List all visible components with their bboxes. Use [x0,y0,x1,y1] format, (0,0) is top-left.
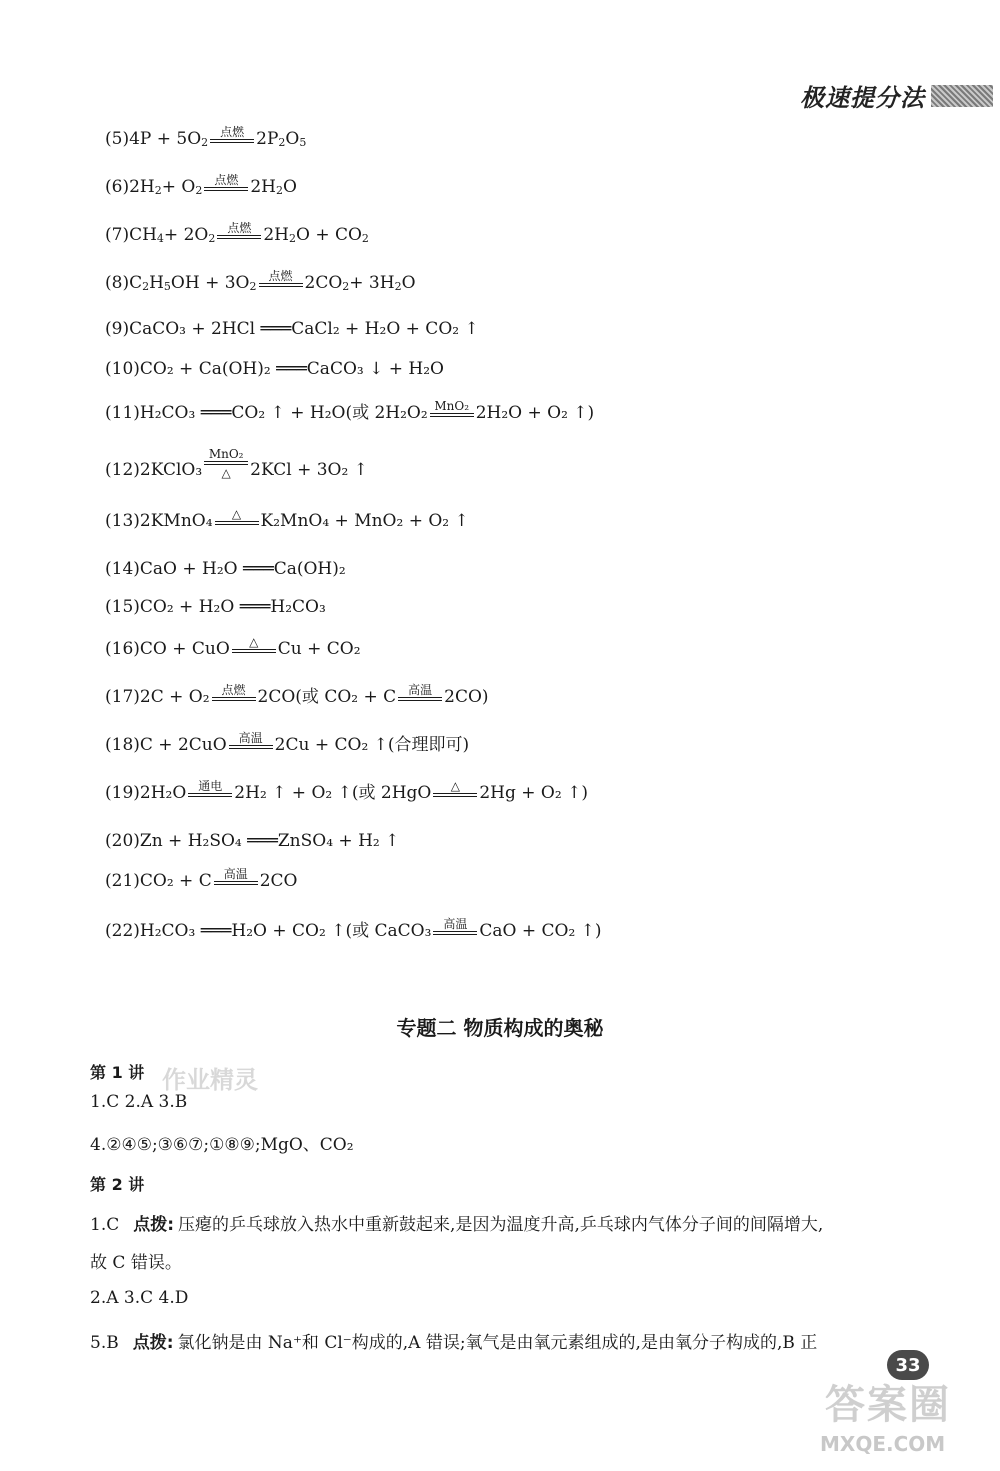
reaction-condition: 点燃 [204,174,248,197]
faint-watermark: 作业精灵 [162,1066,258,1094]
lecture-1-answers-1: 1.C 2.A 3.B [90,1092,188,1112]
equation-9: (9)CaCO₃ + 2HCl ═══CaCl₂ + H₂O + CO₂ ↑ [105,319,479,339]
equation-18: (18)C + 2CuO 高温 2Cu + CO₂ ↑(合理即可) [105,731,470,756]
equation-7: (7)CH 4 + 2O 2 点燃 2H 2 O + CO 2 [105,221,369,246]
equation-19: (19)2H₂O 通电 2H₂ ↑ + O₂ ↑(或 2HgO △ 2Hg + O₂ ↑) [105,779,588,804]
equation-8: (8)C 2 H 5 OH + 3O 2 点燃 2CO 2 + 3H 2 O [105,269,416,294]
reaction-condition: 高温 [433,918,477,941]
lecture-2-question-5: 5.B 点拨: 氯化钠是由 Na⁺和 Cl⁻构成的,A 错误;氧气是由氧元素组成的,是由氧分子构成的,B 正 [90,1333,818,1353]
section-title: 专题二 物质构成的奥秘 [396,1016,604,1040]
watermark-logo: 答案圈 [825,1382,951,1428]
lecture-1-answers-2: 4.②④⑤;③⑥⑦;①⑧⑨;MgO、CO₂ [90,1135,354,1155]
equation-10: (10)CO₂ + Ca(OH)₂ ═══CaCO₃ ↓ + H₂O [105,359,444,379]
lecture-2-question-1: 1.C 点拨: 压瘪的乒乓球放入热水中重新鼓起来,是因为温度升高,乒乓球内气体分子间的间隔增大, [90,1215,824,1235]
reaction-condition: 高温 [214,868,258,891]
reaction-condition: 高温 [398,684,442,707]
reaction-condition: MnO₂ [430,400,474,423]
reaction-condition: △ [215,508,259,531]
equation-14: (14)CaO + H₂O ═══Ca(OH)₂ [105,559,346,579]
equation-21: (21)CO₂ + C 高温 2CO [105,867,298,892]
lecture-2-answers: 2.A 3.C 4.D [90,1288,189,1308]
equation-17: (17)2C + O₂ 点燃 2CO(或 CO₂ + C 高温 2CO) [105,683,489,708]
reaction-condition: △ [433,780,477,803]
reaction-condition: △ [232,636,276,659]
reaction-condition: 点燃 [210,126,254,149]
equation-20: (20)Zn + H₂SO₄ ═══ZnSO₄ + H₂ ↑ [105,831,400,851]
lecture-2-question-1-cont: 故 C 错误。 [90,1253,182,1273]
equation-12: (12)2KClO₃ MnO₂ △ 2KCl + 3O₂ ↑ [105,447,368,481]
lecture-2-title: 第 2 讲 [90,1175,145,1194]
reaction-condition: 高温 [229,732,273,755]
brand-title: 极速提分法 [800,84,925,112]
reaction-condition: 通电 [188,780,232,803]
equation-5: (5)4P + 5O 2 点燃 2P 2 O 5 [105,125,307,150]
watermark-url: MXQE.COM [820,1432,946,1456]
reaction-condition: 点燃 [212,684,256,707]
equation-13: (13)2KMnO₄ △ K₂MnO₄ + MnO₂ + O₂ ↑ [105,507,469,532]
brand-header [800,78,993,113]
brand-pattern-bar [931,85,993,107]
page-number: 33 [887,1350,929,1380]
reaction-condition: 点燃 [217,222,261,245]
reaction-condition: MnO₂ △ [204,448,248,480]
lecture-1-title: 第 1 讲 [90,1063,145,1082]
equation-16: (16)CO + CuO △ Cu + CO₂ [105,635,361,660]
equation-6: (6)2H 2 + O 2 点燃 2H 2 O [105,173,297,198]
equation-11: (11)H₂CO₃ ═══CO₂ ↑ + H₂O(或 2H₂O₂ MnO₂ 2H₂O + O₂ ↑) [105,399,595,424]
equation-15: (15)CO₂ + H₂O ═══H₂CO₃ [105,597,326,617]
equation-22: (22)H₂CO₃ ═══H₂O + CO₂ ↑(或 CaCO₃ 高温 CaO + CO₂ ↑) [105,917,602,942]
reaction-condition: 点燃 [259,270,303,293]
